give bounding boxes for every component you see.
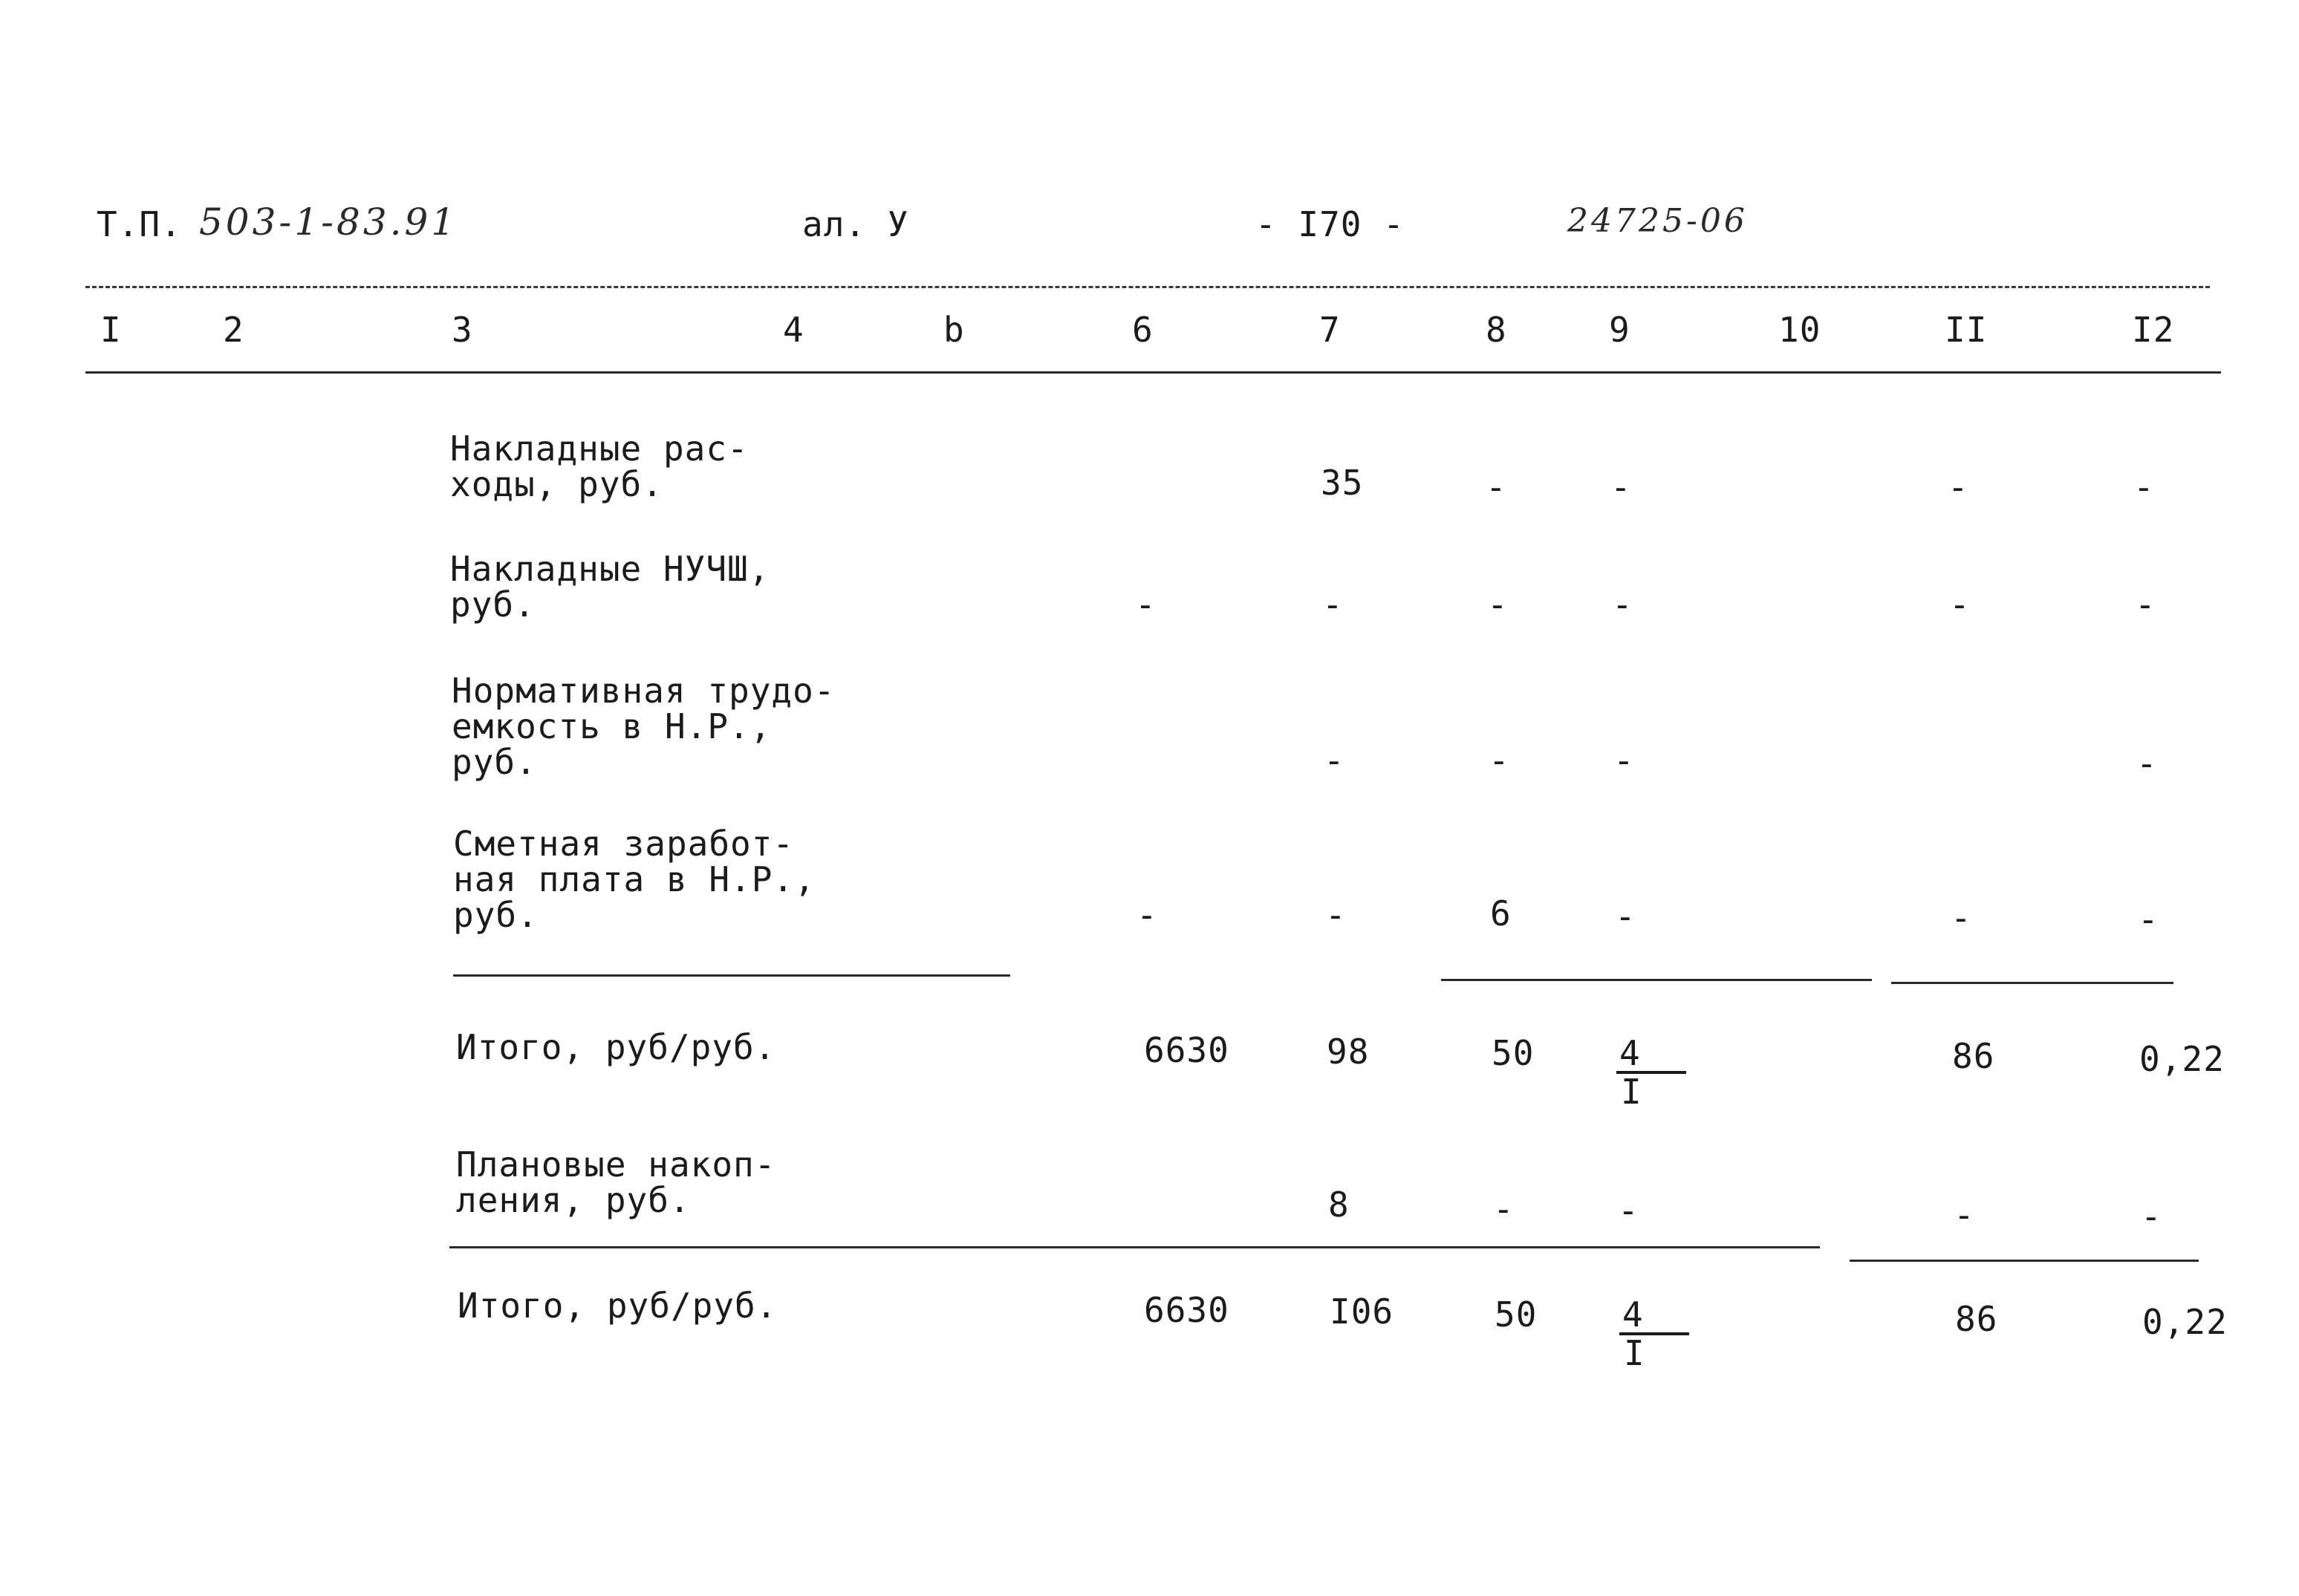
row-label-subtotal: Итого, руб/руб. [456, 1027, 776, 1067]
row-nuchsh-c6: - [1135, 584, 1157, 625]
row-label-total: Итого, руб/руб. [458, 1286, 778, 1326]
row-subtotal-c12: 0,22 [2139, 1039, 2225, 1079]
row-label-planned: Плановые накоп- ления, руб. [456, 1144, 776, 1220]
row-total-c11: 86 [1955, 1299, 1998, 1339]
row-wages-c7: - [1325, 895, 1347, 935]
col-2: 2 [223, 310, 244, 350]
row-total-c7: I06 [1330, 1292, 1394, 1332]
row-overhead-c12: - [2133, 467, 2155, 507]
page-number: - I70 - [1255, 204, 1405, 244]
row-subtotal-c8: 50 [1492, 1033, 1535, 1073]
row-planned-c11: - [1954, 1195, 1975, 1235]
row-subtotal-c11: 86 [1952, 1036, 1995, 1076]
row-overhead-c8: - [1486, 467, 1507, 507]
subtotal-rule-right [1891, 982, 2173, 984]
col-8: 8 [1486, 310, 1507, 350]
row-wages-c6: - [1137, 895, 1158, 935]
row-subtotal-c6: 6630 [1144, 1030, 1229, 1070]
col-10: 10 [1778, 310, 1821, 350]
row-subtotal-c7: 98 [1327, 1032, 1370, 1072]
col-4: 4 [783, 310, 804, 350]
row-planned-c12: - [2141, 1196, 2162, 1237]
row-total-c6: 6630 [1144, 1290, 1229, 1330]
row-overhead-c7: 35 [1321, 463, 1364, 503]
col-12: I2 [2132, 310, 2175, 350]
header-rule-top [85, 286, 2210, 288]
row-subtotal-c9-denominator: I [1621, 1072, 1642, 1112]
row-planned-c9: - [1618, 1191, 1639, 1231]
row-overhead-c9: - [1610, 467, 1632, 507]
row-total-c9-numerator: 4 [1619, 1297, 1689, 1335]
row-planned-c8: - [1493, 1189, 1515, 1229]
row-label-wages: Сметная заработ- ная плата в Н.Р., руб. [453, 824, 816, 935]
row-nuchsh-c9: - [1612, 584, 1633, 625]
col-5: b [943, 310, 965, 350]
doc-code: 24725-06 [1567, 202, 1748, 240]
row-wages-c12: - [2138, 899, 2159, 939]
col-11: II [1945, 310, 1988, 350]
row-wages-c11: - [1951, 898, 1972, 938]
row-labor-c7: - [1324, 740, 1345, 781]
row-nuchsh-c7: - [1322, 584, 1344, 625]
tp-prefix: Т.П. [97, 204, 182, 244]
album-label: ал. У [802, 204, 909, 244]
row-label-labor: Нормативная трудо- емкость в Н.Р., руб. [452, 671, 836, 782]
total-rule-right [1850, 1260, 2199, 1262]
col-9: 9 [1609, 310, 1630, 350]
col-3: 3 [452, 310, 473, 350]
row-labor-c12: - [2136, 743, 2158, 784]
row-overhead-c11: - [1948, 467, 1969, 507]
row-planned-c7: 8 [1328, 1185, 1350, 1225]
row-label-nuchsh: Накладные НУЧШ, руб. [450, 549, 770, 625]
row-wages-c9: - [1615, 896, 1636, 937]
row-subtotal-c9-numerator: 4 [1616, 1035, 1686, 1074]
row-subtotal-c9-fraction [1616, 1035, 1691, 1110]
header-rule-bottom [85, 371, 2221, 374]
row-total-c9-fraction [1619, 1294, 1694, 1373]
row-labor-c9: - [1613, 740, 1635, 781]
total-rule-left [449, 1246, 1820, 1248]
row-wages-c8: 6 [1490, 893, 1512, 934]
row-total-c9-denominator: I [1624, 1333, 1645, 1373]
col-1: I [100, 310, 122, 350]
col-6: 6 [1132, 310, 1154, 350]
tp-number: 503-1-83.91 [199, 201, 458, 244]
subtotal-rule-left [453, 974, 1010, 977]
row-nuchsh-c12: - [2135, 584, 2156, 625]
row-total-c12: 0,22 [2142, 1302, 2228, 1342]
row-label-overhead: Накладные рас- ходы, руб. [450, 429, 749, 504]
row-total-c8: 50 [1495, 1294, 1538, 1335]
row-labor-c8: - [1489, 740, 1510, 781]
subtotal-rule-mid [1441, 979, 1872, 981]
row-nuchsh-c11: - [1949, 584, 1971, 625]
row-nuchsh-c8: - [1487, 584, 1509, 625]
col-7: 7 [1319, 310, 1341, 350]
